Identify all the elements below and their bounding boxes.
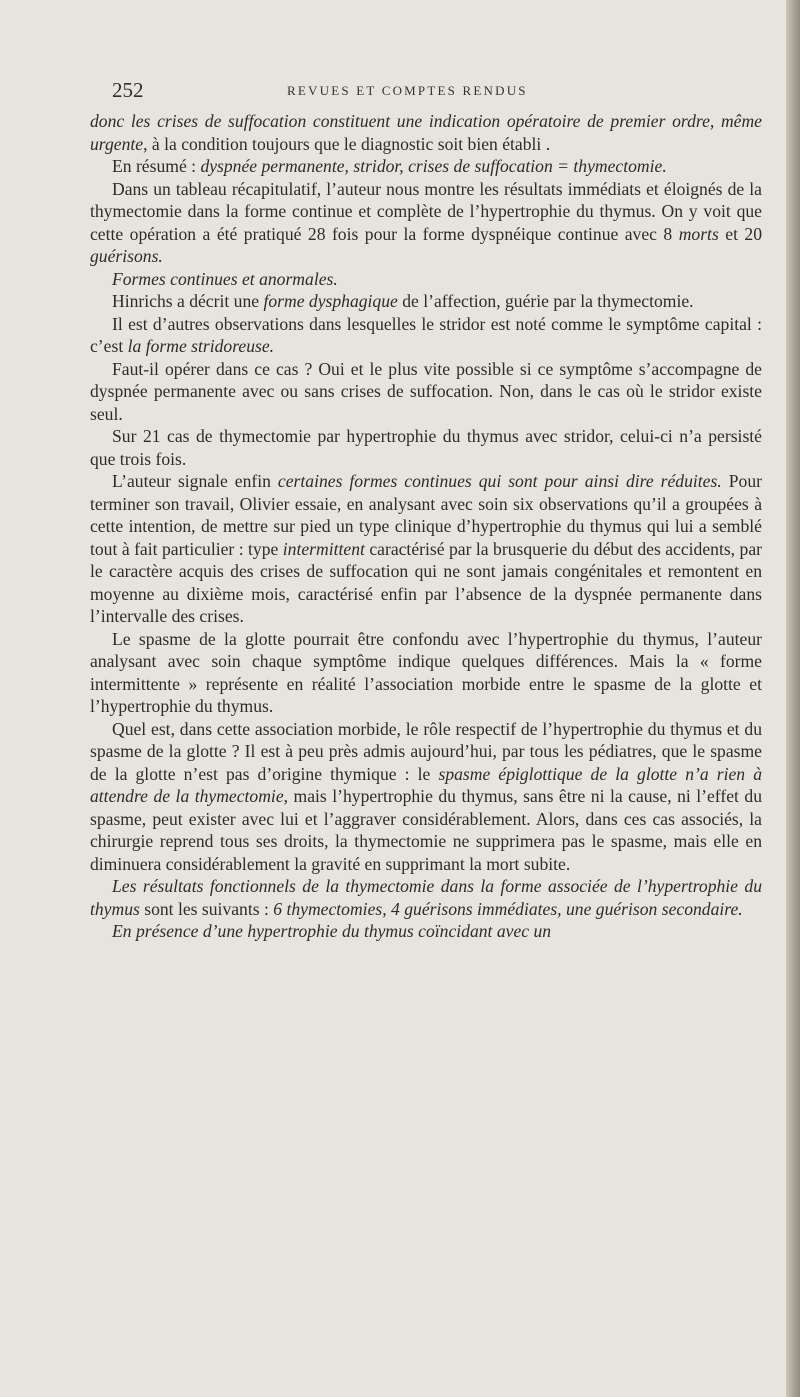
paragraph: [90, 155, 762, 178]
paragraph: [90, 110, 762, 155]
italic-run: En présence d’une hypertrophie du thymus coïncidant avec un: [112, 921, 552, 941]
text-run: L’auteur signale enfin: [112, 471, 278, 491]
book-edge: [786, 0, 800, 1397]
italic-run: certaines formes continues qui sont pour ainsi dire réduites.: [277, 471, 722, 491]
text-run: En résumé :: [112, 156, 201, 176]
italic-run: la forme stridoreuse.: [127, 336, 275, 356]
text-run: Faut-il opérer dans ce cas ? Oui et le plus vite possible si ce symptôme s’accompagne de dyspnée permanente avec ou sans crises de suffocation. Non, dans le cas où le stridor existe seul.: [90, 358, 762, 424]
paragraph: [90, 425, 762, 470]
text-run: et 20: [718, 223, 763, 244]
paragraph: [90, 178, 762, 268]
italic-run: forme dysphagique: [263, 291, 398, 311]
italic-run: Formes continues et anormales.: [112, 268, 338, 289]
italic-run: guérisons.: [90, 246, 163, 266]
text-run: , mais l’hypertrophie du thymus, sans être ni la cause, ni l’effet du spasme, peut exister avec lui et l’aggraver considérablement. Alors, dans ces cas associés, la chirurgie reprend tous ses droits, la thymectomie ne supprimera pas le spasme, mais elle en diminuera considérablement la gravité en supprimant la mort subite.: [90, 786, 762, 874]
text-run: , à la condition toujours que le diagnostic soit bien établi .: [143, 133, 551, 154]
text-run: caractérisé par la brusquerie du début des accidents, par le caractère acquis des crises de suffocation qui ne sont jamais congénitales et remontent en moyenne au dixième mois, caractérisé enfin par l’absence de la dyspnée permanente dans l’intervalle des crises.: [90, 538, 762, 626]
text-run: Il est d’autres observations dans lesquelles le stridor est noté comme le symptôme capital : c’est: [90, 313, 762, 356]
page-header: [112, 78, 772, 102]
text-run: Sur 21 cas de thymectomie par hypertrophie du thymus avec stridor, celui-ci n’a persisté que trois fois.: [90, 426, 762, 469]
page-number: 252: [112, 78, 144, 102]
paragraph: [90, 920, 762, 943]
running-title: REVUES ET COMPTES RENDUS: [287, 83, 528, 98]
text-run: Le spasme de la glotte pourrait être confondu avec l’hypertrophie du thymus, l’auteur analysant avec soin chaque symptôme indique quelques différences. Mais la « forme intermittente » représente en réalité l’association morbide entre le spasme de la glotte et l’hypertrophie du thymus.: [90, 628, 762, 716]
paragraph: [90, 470, 762, 628]
text-run: Hinrichs a décrit une: [112, 291, 264, 311]
text-run: sont les suivants :: [139, 898, 274, 919]
italic-run: intermittent: [282, 538, 365, 559]
paragraph: [90, 290, 762, 313]
paragraph: [90, 718, 762, 876]
paragraph: [90, 628, 762, 718]
italic-run: dyspnée permanente, stridor, crises de suffocation = thymectomie.: [200, 156, 667, 176]
paragraph: [90, 875, 762, 920]
italic-run: morts: [678, 223, 719, 244]
text-run: de l’affection, guérie par la thymectomie.: [397, 291, 694, 311]
paragraph: [90, 313, 762, 358]
text-run: Pour terminer son travail, Olivier essaie, en analysant avec soin six observations qu’il a groupées à cette intention, de mettre sur pied un type clinique d’hypertrophie du thymus qui lui a semblé tout à fait particulier : type: [90, 471, 762, 559]
italic-run: spasme épiglottique de la glotte n’a rien à attendre de la thymectomie: [90, 763, 762, 806]
text-run: Dans un tableau récapitulatif, l’auteur nous montre les résultats immédiats et éloignés de la thymectomie dans la forme continue et complète de l’hypertrophie du thymus. On y voit que cette opération a été pratiqué 28 fois pour la forme dyspnéique continue avec 8: [90, 178, 762, 244]
italic-run: 6 thymectomies, 4 guérisons immédiates, une guérison secondaire.: [273, 898, 743, 919]
body-text: [90, 110, 762, 943]
italic-run: donc les crises de suffocation constituent une indication opératoire de premier ordre, même urgente: [90, 111, 762, 154]
paragraph: [90, 358, 762, 426]
paragraph: [90, 268, 762, 291]
italic-run: Les résultats fonctionnels de la thymectomie dans la forme associée de l’hypertrophie du thymus: [90, 876, 762, 919]
text-run: Quel est, dans cette association morbide, le rôle respectif de l’hypertrophie du thymus et du spasme de la glotte ? Il est à peu près admis aujourd’hui, par tous les pédiatres, que le spasme de la glotte n’est pas d’origine thymique : le: [90, 718, 762, 784]
